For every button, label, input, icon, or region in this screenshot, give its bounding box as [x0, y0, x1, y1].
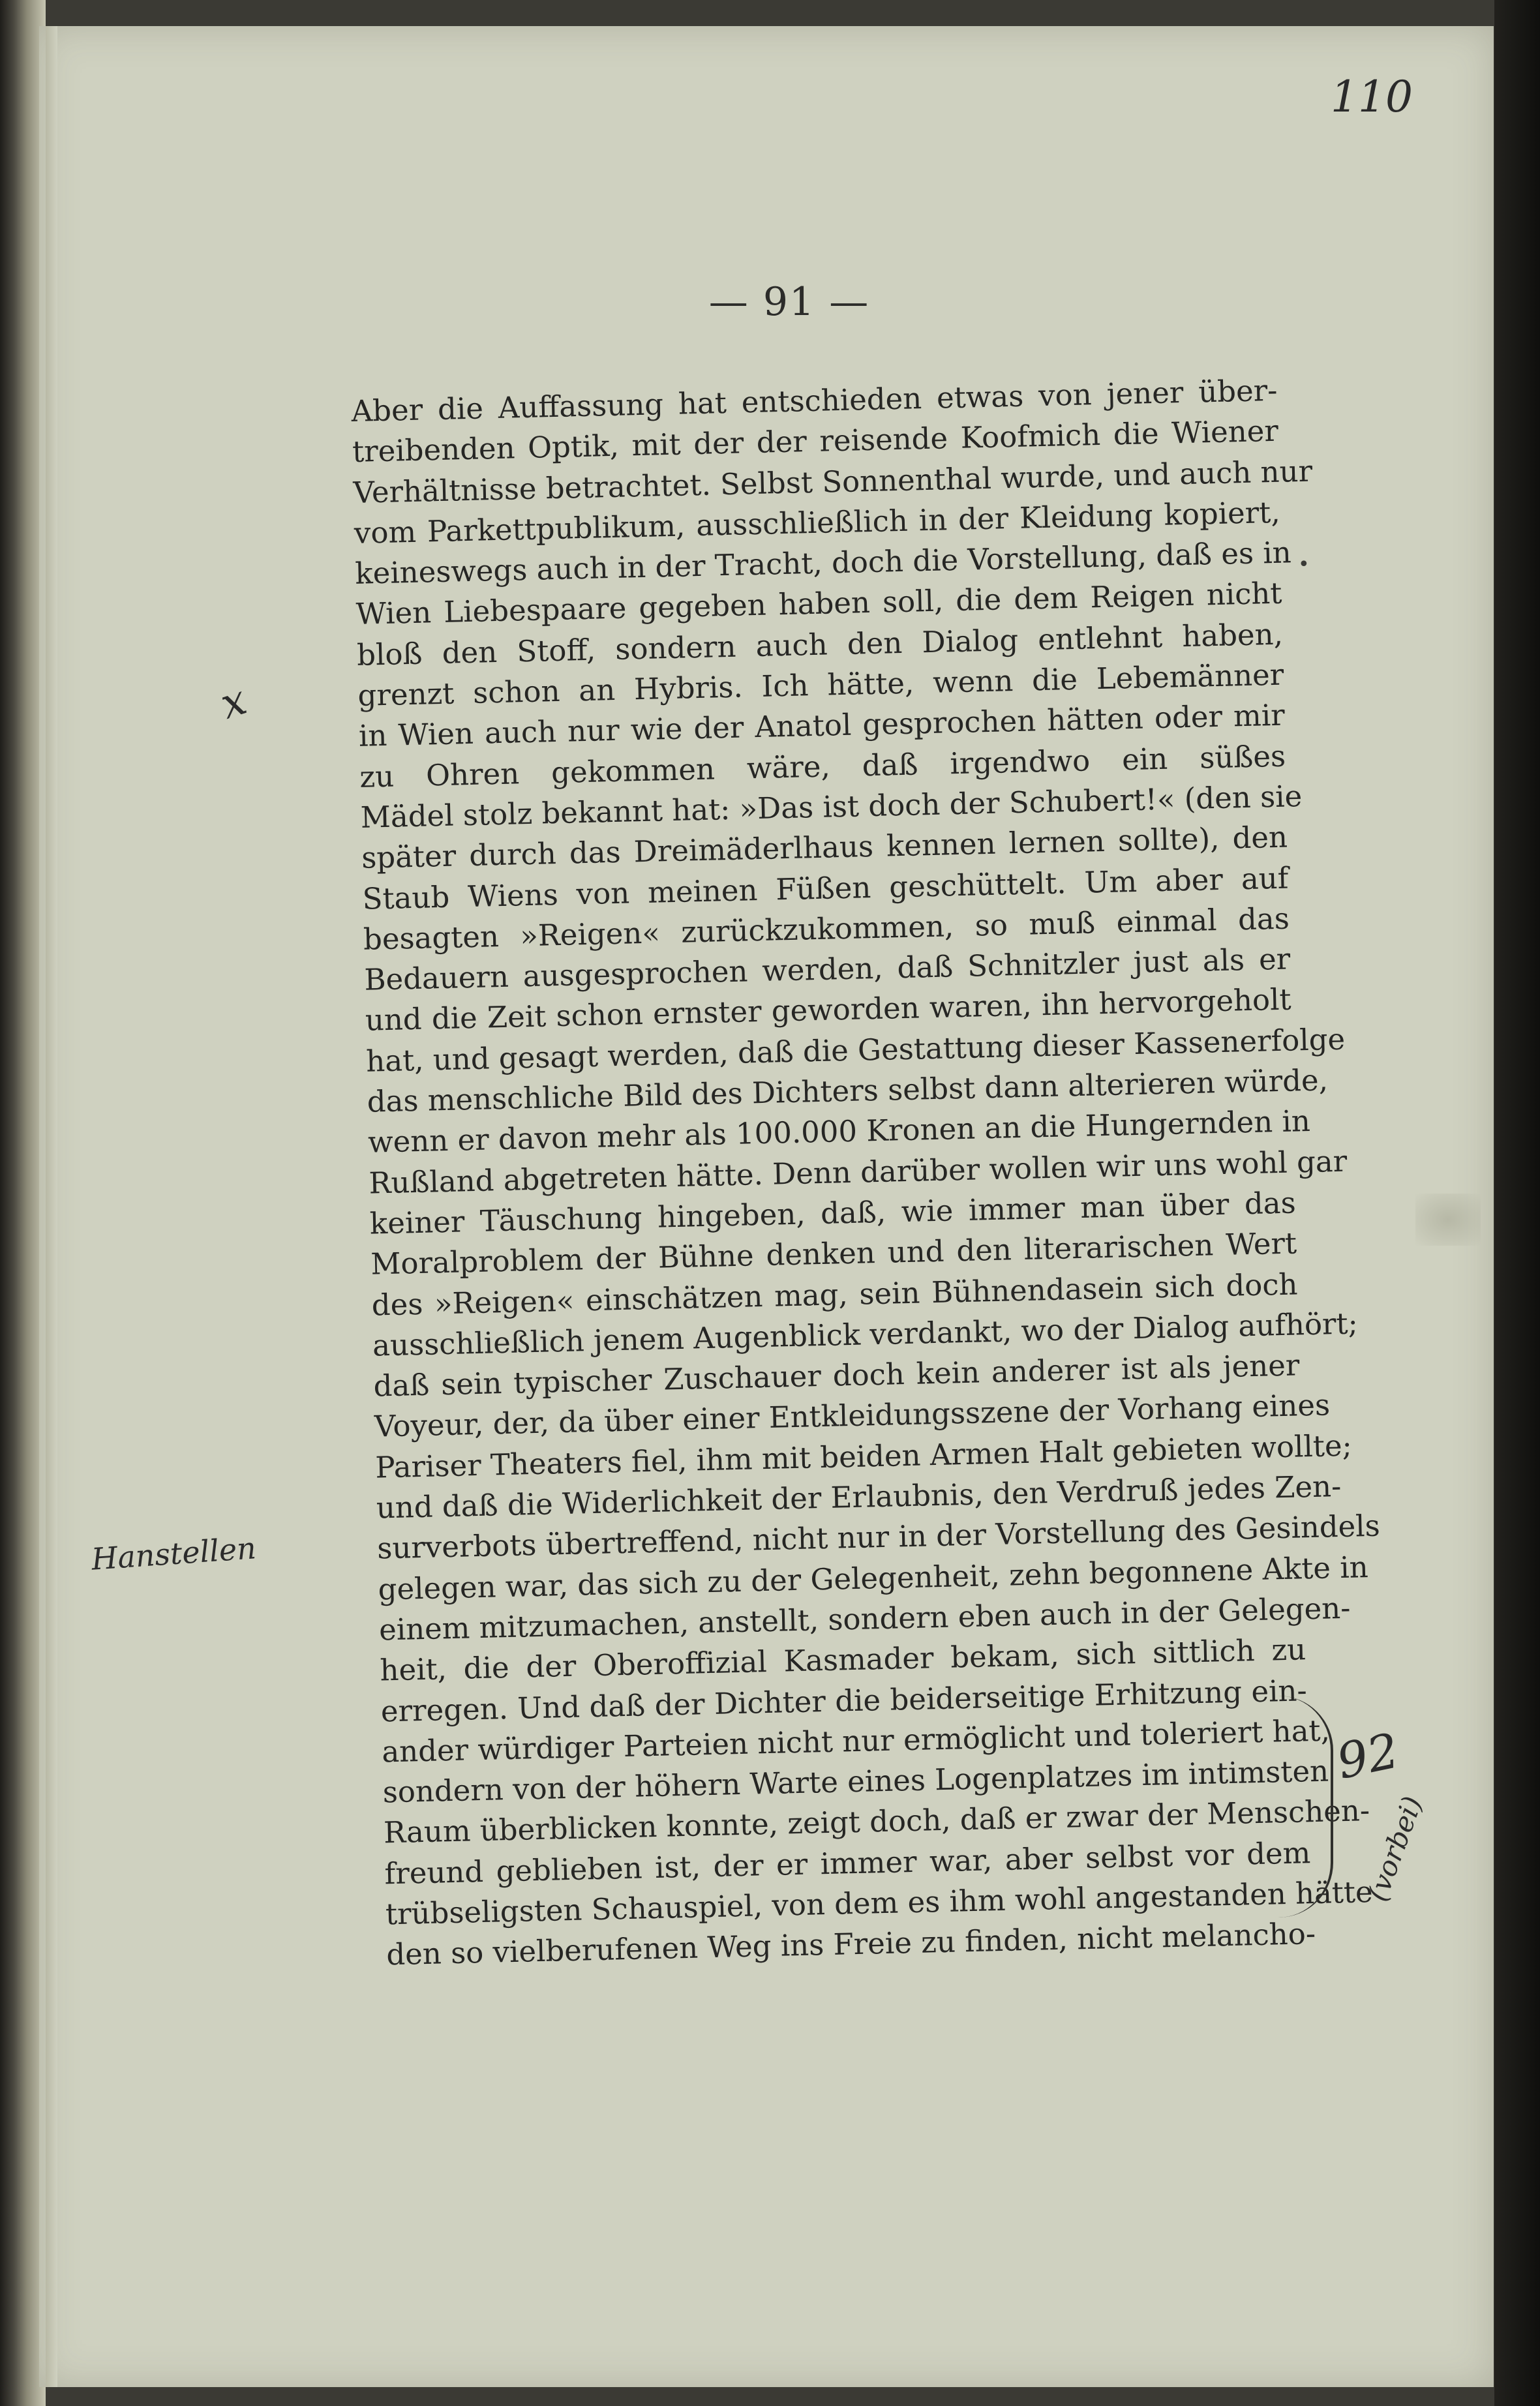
text-line: bloß den Stoff, sondern auch den Dialog entlehnt haben,: [356, 616, 1284, 672]
text-line: ausschließlich jenem Augenblick verdankt, wo der Dialog aufhört;: [372, 1306, 1359, 1363]
text-line: und die Zeit schon ernster geworden waren, ihn hervorgeholt: [365, 982, 1292, 1038]
margin-mark-icon: •: [1298, 553, 1310, 576]
text-line: ander würdiger Parteien nicht nur ermöglicht und toleriert hat,: [381, 1713, 1331, 1769]
folio-number: 110: [1331, 72, 1413, 122]
text-line: das menschliche Bild des Dichters selbst dann alterieren würde,: [367, 1062, 1329, 1119]
text-line: trübseligsten Schauspiel, von dem es ihm wohl angestanden hätte: [385, 1874, 1374, 1932]
text-line: Pariser Theaters fiel, ihm mit beiden Armen Halt gebieten wollte;: [374, 1428, 1353, 1485]
paper-smudge: [1415, 1194, 1481, 1246]
text-line: surverbots übertreffend, nicht nur in der Vorstellung des Gesindels: [376, 1508, 1381, 1566]
text-line: gelegen war, das sich zu der Gelegenheit, zehn begonnene Akte in: [378, 1549, 1369, 1607]
text-line: vom Parkettpublikum, ausschließlich in der Kleidung kopiert,: [354, 494, 1281, 550]
text-line: zu Ohren gekommen wäre, daß irgendwo ein süßes: [359, 738, 1286, 794]
text-line: Mädel stolz bekannt hat: »Das ist doch der Schubert!« (den sie: [360, 779, 1303, 835]
text-line: keiner Täuschung hingeben, daß, wie immer man über das: [369, 1185, 1297, 1241]
text-line: Rußland abgetreten hätte. Denn darüber wollen wir uns wohl gar: [368, 1143, 1348, 1201]
text-line: Aber die Auffassung hat entschieden etwas von jener über-: [351, 372, 1278, 429]
text-line: Bedauern ausgesprochen werden, daß Schnitzler just als er: [363, 941, 1291, 997]
text-line: freund geblieben ist, der er immer war, aber selbst vor dem: [384, 1835, 1311, 1891]
text-line: erregen. Und daß der Dichter die beiderseitige Erhitzung ein-: [380, 1672, 1308, 1728]
text-line: sondern von der höhern Warte eines Logenplatzes im intimsten: [382, 1753, 1329, 1810]
text-line: den so vielberufenen Weg ins Freie zu finden, nicht melancho-: [385, 1916, 1316, 1972]
margin-note-left-lower: Hanstellen: [90, 1530, 258, 1577]
text-line: und daß die Widerlichkeit der Erlaubnis, den Verdruß jedes Zen-: [376, 1469, 1342, 1526]
margin-note-left-upper: x: [215, 676, 252, 729]
page-fold: [46, 26, 57, 2387]
text-line: in Wien auch nur wie der Anatol gesprochen hätten oder mir: [358, 698, 1286, 754]
text-line: grenzt schon an Hybris. Ich hätte, wenn die Lebemänner: [357, 657, 1284, 713]
text-line: Staub Wiens von meinen Füßen geschüttelt. Um aber auf: [362, 860, 1289, 916]
text-line: heit, die der Oberoffizial Kasmader bekam, sich sittlich zu: [379, 1632, 1306, 1688]
scan-edge-right: [1494, 0, 1540, 2406]
page-number: — 91 —: [708, 279, 870, 325]
text-line: später durch das Dreimäderlhaus kennen lernen sollte), den: [361, 819, 1288, 876]
text-line: treibenden Optik, mit der der reisende Koofmich die Wiener: [352, 414, 1279, 470]
margin-note-right-number: 92: [1332, 1722, 1404, 1790]
text-line: Moralproblem der Bühne denken und den literarischen Wert: [370, 1226, 1297, 1282]
text-line: Voyeur, der, da über einer Entkleidungsszene der Vorhang eines: [374, 1387, 1331, 1445]
text-line: Verhältnisse betrachtet. Selbst Sonnenthal wurde, und auch nur: [352, 453, 1313, 510]
text-line: Wien Liebespaare gegeben haben soll, die dem Reigen nicht: [355, 576, 1282, 632]
text-line: besagten »Reigen« zurückzukommen, so muß einmal das: [363, 901, 1290, 957]
margin-note-right-word: (vorbei): [1361, 1792, 1429, 1906]
text-line: keineswegs auch in der Tracht, doch die Vorstellung, daß es in: [354, 535, 1292, 592]
text-line: einem mitzumachen, anstellt, sondern eben auch in der Gelegen-: [378, 1590, 1351, 1647]
text-line: Raum überblicken konnte, zeigt doch, daß er zwar der Menschen-: [383, 1793, 1370, 1850]
text-line: wenn er davon mehr als 100.000 Kronen an die Hungernden in: [367, 1104, 1311, 1160]
margin-bracket: [1278, 1696, 1333, 1917]
text-line: daß sein typischer Zuschauer doch kein anderer ist als jener: [373, 1347, 1300, 1404]
text-line: hat, und gesagt werden, daß die Gestattung dieser Kassenerfolge: [365, 1021, 1346, 1079]
text-line: des »Reigen« einschätzen mag, sein Bühnendasein sich doch: [371, 1266, 1299, 1323]
